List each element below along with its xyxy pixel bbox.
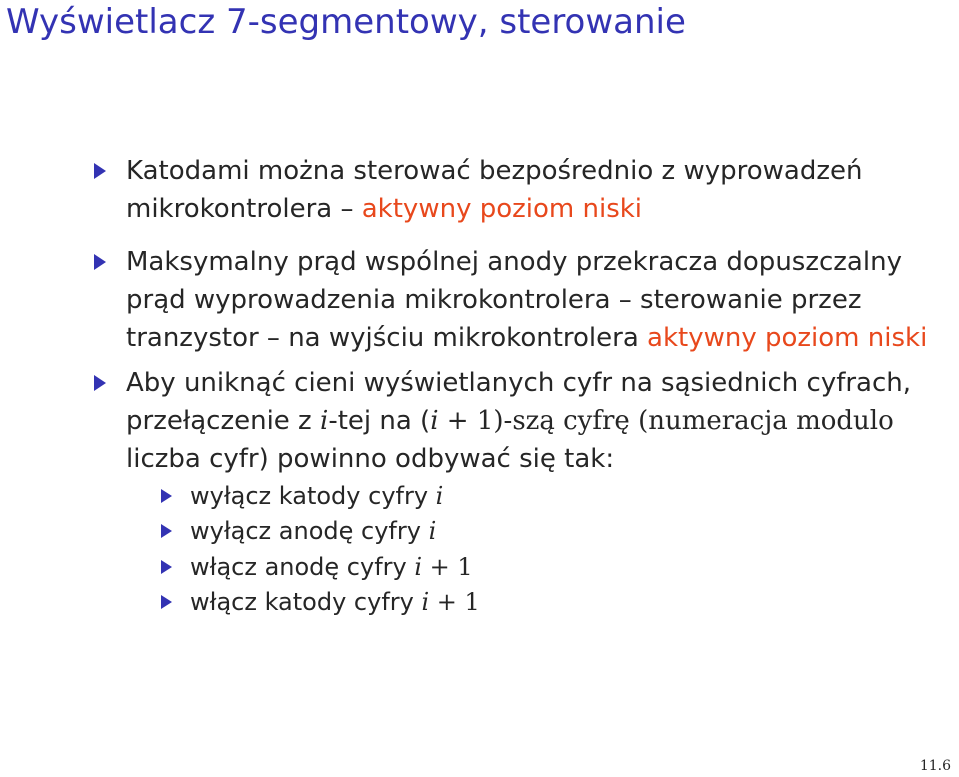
subitem-4: włącz katody cyfry i + 1 xyxy=(190,588,480,616)
bullet-2-line-2: prąd wyprowadzenia mikrokontrolera – sterowanie przez xyxy=(126,285,862,315)
bullet-1-line-1: Katodami można sterować bezpośrednio z wyprowadzeń xyxy=(126,156,863,186)
bullet-3 xyxy=(126,364,911,478)
bullet-2 xyxy=(126,243,927,357)
subitem-3-marker-icon xyxy=(161,560,172,574)
subitem-4-marker-icon xyxy=(161,595,172,609)
bullet-3-line-3: liczba cyfr) powinno odbywać się tak: xyxy=(126,444,615,474)
subitem-1: wyłącz katody cyfry i xyxy=(190,482,444,510)
subitem-2: wyłącz anodę cyfry i xyxy=(190,517,437,545)
subitem-3: włącz anodę cyfry i + 1 xyxy=(190,553,473,581)
page-number: 11.6 xyxy=(919,758,951,774)
bullet-3-marker-icon xyxy=(94,375,106,391)
bullet-2-line-1: Maksymalny prąd wspólnej anody przekracza dopuszczalny xyxy=(126,247,902,277)
bullet-1-marker-icon xyxy=(94,163,106,179)
subitem-1-marker-icon xyxy=(161,489,172,503)
bullet-2-alert: aktywny poziom niski xyxy=(647,323,928,353)
bullet-2-line-3: tranzystor – na wyjściu mikrokontrolera aktywny poziom niski xyxy=(126,323,928,353)
subitem-2-marker-icon xyxy=(161,524,172,538)
bullet-2-marker-icon xyxy=(94,254,106,270)
bullet-1 xyxy=(126,152,862,228)
bullet-3-line-2: przełączenie z i-tej na (i + 1)-szą cyfrę (numeracja modulo xyxy=(126,406,894,436)
bullet-1-line-2: mikrokontrolera – aktywny poziom niski xyxy=(126,194,643,224)
slide-title: Wyświetlacz 7-segmentowy, sterowanie xyxy=(6,2,686,42)
bullet-3-line-1: Aby uniknąć cieni wyświetlanych cyfr na sąsiednich cyfrach, xyxy=(126,368,912,398)
bullet-1-alert: aktywny poziom niski xyxy=(361,194,643,224)
